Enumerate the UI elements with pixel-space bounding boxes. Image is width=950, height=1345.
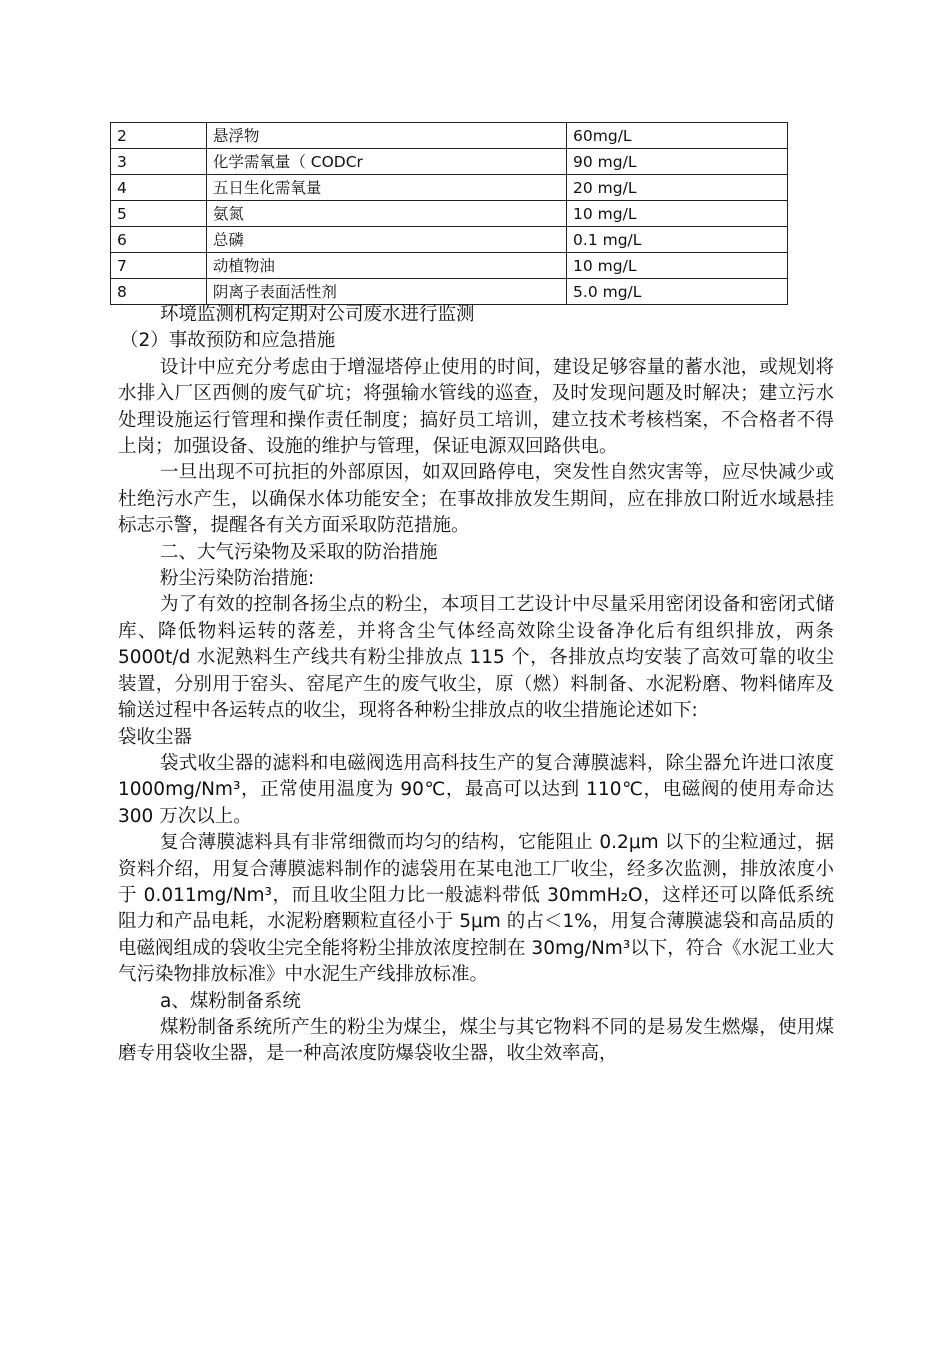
paragraph-membrane-filter: 复合薄膜滤料具有非常细微而均匀的结构，它能阻止 0.2μm 以下的尘粒通过，据资料介绍，用复合薄膜滤料制作的滤袋用在某电池工厂收尘，经多次监测，排放浓度小于 0.011mg/Nm³，而且收尘阻力比一般滤料带低 30mmH₂O，这样还可以降低系统阻力和产品电耗，水泥粉磨颗粒直径小于 5μm 的占＜1%，用复合薄膜滤袋和高品质的电磁阀组成的袋收尘完全能将粉尘排放浓度控制在 30mg/Nm³以下，符合《水泥工业大气污染物排放标准》中水泥生产线排放标准。 <box>118 832 834 986</box>
table-row <box>111 253 788 279</box>
table-row <box>111 279 788 305</box>
table-row <box>111 201 788 227</box>
limit-value: 90 mg/L <box>567 149 788 175</box>
document-body <box>118 302 834 1068</box>
pollutant-name: 动植物油 <box>206 253 566 279</box>
subheading-coal-powder-system: a、煤粉制备系统 <box>160 990 301 1012</box>
table-row <box>111 175 788 201</box>
paragraph-coal-dust: 煤粉制备系统所产生的粉尘为煤尘，煤尘与其它物料不同的是易发生燃爆，使用煤磨专用袋收尘器，是一种高浓度防爆袋收尘器，收尘效率高， <box>118 1016 834 1065</box>
limit-value: 60mg/L <box>567 123 788 149</box>
row-number: 7 <box>111 253 207 279</box>
table-row <box>111 227 788 253</box>
limit-value: 0.1 mg/L <box>567 227 788 253</box>
limit-value: 10 mg/L <box>567 201 788 227</box>
pollutant-name: 悬浮物 <box>206 123 566 149</box>
row-number: 2 <box>111 123 207 149</box>
subheading-dust-control: 粉尘污染防治措施: <box>160 568 315 590</box>
section-heading-air-pollutants: 二、大气污染物及采取的防治措施 <box>160 541 438 563</box>
pollutant-name: 总磷 <box>206 227 566 253</box>
row-number: 4 <box>111 175 207 201</box>
pollutant-name: 阴离子表面活性剂 <box>206 279 566 305</box>
table-row <box>111 123 788 149</box>
pollutant-name: 五日生化需氧量 <box>206 175 566 201</box>
limit-value: 20 mg/L <box>567 175 788 201</box>
limit-value: 5.0 mg/L <box>567 279 788 305</box>
row-number: 8 <box>111 279 207 305</box>
pollutant-name: 氨氮 <box>206 201 566 227</box>
limit-value: 10 mg/L <box>567 253 788 279</box>
row-number: 5 <box>111 201 207 227</box>
section-heading-accident-prevention: （2）事故预防和应急措施 <box>120 330 336 352</box>
monitoring-statement: 环境监测机构定期对公司废水进行监测 <box>160 304 475 325</box>
paragraph-design-measures: 设计中应充分考虑由于增湿塔停止使用的时间，建设足够容量的蓄水池，或规划将水排入厂区西侧的废气矿坑；将强输水管线的巡查，及时发现问题及时解决；建立污水处理设施运行管理和操作责任制度；搞好员工培训，建立技术考核档案，不合格者不得上岗；加强设备、设施的维护与管理，保证电源双回路供电。 <box>118 356 834 458</box>
row-number: 6 <box>111 227 207 253</box>
paragraph-emergency-response: 一旦出现不可抗拒的外部原因，如双回路停电，突发性自然灾害等，应尽快减少或杜绝污水产生，以确保水体功能安全；在事故排放发生期间，应在排放口附近水域悬挂标志示警，提醒各有关方面采取防范措施。 <box>118 462 834 537</box>
discharge-standard-table <box>110 122 788 305</box>
row-number: 3 <box>111 149 207 175</box>
paragraph-dust-emission-points: 为了有效的控制各扬尘点的粉尘，本项目工艺设计中尽量采用密闭设备和密闭式储库、降低物料运转的落差，并将含尘气体经高效除尘设备净化后有组织排放，两条 5000t/d 水泥熟料生产线共有粉尘排放点 115 个，各排放点均安装了高效可靠的收尘装置，分别用于窑头、窑尾产生的废气收尘，原（燃）料制备、水泥粉磨、物料储库及输送过程中各运转点的收尘，现将各种粉尘排放点的收尘措施论述如下: <box>118 594 834 722</box>
subheading-bag-filter: 袋收尘器 <box>118 726 193 748</box>
pollutant-name: 化学需氧量（ CODCr <box>206 149 566 175</box>
paragraph-bag-filter-specs: 袋式收尘器的滤料和电磁阀选用高科技生产的复合薄膜滤料，除尘器允许进口浓度 1000mg/Nm³，正常使用温度为 90℃，最高可以达到 110℃，电磁阀的使用寿命达 300 万次以上。 <box>118 752 834 827</box>
table-row <box>111 149 788 175</box>
